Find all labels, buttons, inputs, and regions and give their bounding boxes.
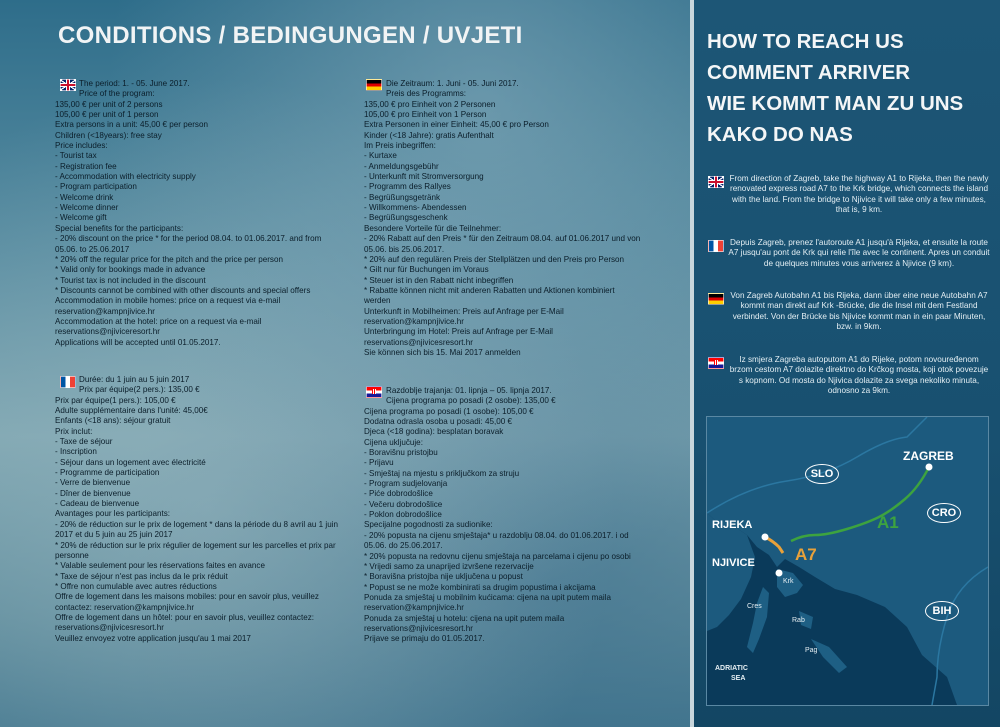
pag-label: Pag: [805, 647, 818, 654]
cro-badge: CRO: [927, 503, 961, 523]
route-map: [706, 416, 989, 706]
bih-badge: BIH: [925, 601, 959, 621]
rijeka-dot: [762, 534, 769, 541]
email-link[interactable]: reservations@njivicesresort.hr: [364, 337, 473, 347]
cres-label: Cres: [747, 603, 762, 610]
directions-panel: HOW TO REACH US COMMENT ARRIVER WIE KOMMT MAN ZU UNS KAKO DO NAS From direction of Zagreb, take the highway A1 to Rijeka, then the newly renovated express road A7 to the Krk bridge, which connects the island with the land. From the bridge to Njivice it will take only a few minutes, that is, 9 km. Depuis Zagreb, prenez l'autoroute A1 jusqu'à Rijeka, et ensuite la route A7 jusqu'au pont de Krk qui relie l'île avec le continent. Apres un conduit de quelques minutes vous arriverez à Njivice (9 km). Von Zagreb Autobahn A1 bis Rijeka, dann über eine neue Autobahn A7 kommt man direkt auf Krk -Brücke, die die Insel mit dem Festland verbindet. Von der Brücke bis Njivice kommt man in ein paar Minuten, bzw. in 9km. Iz smjera Zagreba autoputom A1 do Rijeke, potom novouređenom brzom cestom A7 dolazite direktno do Krčkog mosta, koji otok povezuje s kopnom. Od mosta do Njivica dolazite za svega nekoliko minuta, odnosno za 9km. ZAGREB RIJEKA NJIVICE A1 A7 SLO CRO BIH Krk Cres Rab Pag ADRIATIC SEA: [694, 0, 1000, 727]
rijeka-label: RIJEKA: [712, 519, 753, 531]
sea-label-1: ADRIATIC: [715, 665, 748, 672]
hr-flag-icon: [708, 357, 724, 369]
conditions-croatian: Razdoblje trajanja: 01. lipnja – 05. lipnja 2017. Cijena programa po posadi (2 osobe): 135,00 € Cijena programa po posadi (1 osobe): 105,00 € Dodatna odrasla osoba u posadi: 45,00 € Djeca (<18 godina): besplatan boravak Cijena uključuje: - Boravišnu pristojbu - Prijavu - Smještaj na mjestu s priključkom za struju - Program sudjelovanja - Piće dobrodošlice - Večeru dobrodošlice - Poklon dobrodošlice Specijalne pogodnosti za sudionike: - 20% popusta na cijenu smještaja* u razdoblju 08.04. do 01.06.2017. i od 05.06. do 25.06.2017. * 20% popusta na redovnu cijenu smještaja na parcelama i cijenu po osobi * Vrijedi samo za unaprijed izvršene rezervacije * Boravišna pristojba nije uključena u popust * Popust se ne može kombinirati sa drugim popustima i akcijama Ponuda za smještaj u mobilnim kućicama: cijena na upit putem maila reservation@kampnjivice.hr Ponuda za smještaj u hotelu: cijena na upit putem maila reservations@njivicesresort.hr Prijave se primaju do 01.05.2017.: [364, 386, 664, 645]
directions-title: HOW TO REACH US COMMENT ARRIVER WIE KOMMT MAN ZU UNS KAKO DO NAS: [707, 30, 964, 146]
a7-label: A7: [795, 545, 817, 564]
zagreb-label: ZAGREB: [903, 449, 954, 463]
email-link[interactable]: reservations@njivicesresort.hr: [55, 623, 164, 633]
de-flag-icon: [708, 293, 724, 305]
conditions-german: Die Zeitraum: 1. Juni - 05. Juni 2017. Preis des Programms: 135,00 € pro Einheit von 2 Personen 105,00 € pro Einheit von 1 Person Extra Personen in einer Einheit: 45,00 € pro Person Kinder (<18 Jahre): gratis Aufenthalt Im Preis inbegriffen: - Kurtaxe - Anmeldungsgebühr - Unterkunft mit Stromversorgung - Programm des Rallyes - Begrüßungsgetränk - Willkommens- Abendessen - Begrüßungsgeschenk Besondere Vorteile für die Teilnehmer: - 20% Rabatt auf den Preis * für den Zeitraum 08.04. auf 01.06.2017 und von 05.06. bis 25.06.2017. * 20% auf den regulären Preis der Stellplätzen und den Preis pro Person * Gilt nur für Buchungen im Voraus * Steuer ist in den Rabatt nicht inbegriffen * Rabatte können nicht mit anderen Rabatten und Aktionen kombiniert werden Unterkunft in Mobilheimen: Preis auf Anfrage per E-Mail reservation@kampnjivice.hr Unterbringung im Hotel: Preis auf Anfrage per E-Mail reservations@njivicesresort.hr Sie können sich bis 15. Mai 2017 anmelden: [364, 79, 664, 358]
email-link[interactable]: reservations@njiviceresort.hr: [55, 327, 160, 337]
uk-flag-icon: [708, 176, 724, 188]
email-link[interactable]: reservation@kampnjivice.hr: [364, 603, 464, 613]
email-link[interactable]: reservation@kampnjivice.hr: [55, 306, 155, 316]
conditions-english: The period: 1. - 05. June 2017. Price of the program: 135,00 € per unit of 2 persons 105,00 € per unit of 1 person Extra persons in a unit: 45,00 € per person Children (<18years): free stay Price includes: - Tourist tax - Registration fee - Accommodation with electricity supply - Program participation - Welcome drink - Welcome dinner - Welcome gift Special benefits for the participants: - 20% discount on the price * for the period 08.04. to 01.06.2017. and from 05.06. to 25.06.2017 * 20% off the regular price for the pitch and the price per person * Valid only for bookings made in advance * Tourist tax is not included in the discount * Discounts cannot be combined with other discounts and special offers Accommodation in mobile homes: price on a request via e-mail reservation@kampnjivice.hr Accommodation at the hotel: price on a request via e-mail reservations@njiviceresort.hr Applications will be accepted until 01.05.2017.: [55, 79, 355, 348]
conditions-title: CONDITIONS / BEDINGUNGEN / UVJETI: [58, 22, 523, 49]
zagreb-dot: [926, 464, 933, 471]
conditions-french: Durée: du 1 juin au 5 juin 2017 Prix par équipe(2 pers.): 135,00 € Prix par équipe(1 pers.): 105,00 € Adulte supplémentaire dans l'unité: 45,00€ Enfants (<18 ans): séjour gratuit Prix inclut: - Taxe de séjour - Inscription - Séjour dans un logement avec électricité - Programme de participation - Verre de bienvenue - Dîner de bienvenue - Cadeau de bienvenue Avantages pour les participants: - 20% de réduction sur le prix de logement * dans la période du 8 avril au 1 juin 2017 et du 5 juin au 25 juin 2017 * 20% de réduction sur le prix régulier de logement sur les parcelles et prix par personne * Valable seulement pour les réservations faites en avance * Taxe de séjour n'est pas inclus da le prix réduit * Offre non cumulable avec autres réductions Offre de logement dans les maisons mobiles: pour en savoir plus, veuillez contactez: reservation@kampnjivice.hr Offre de logement dans un hôtel: pour en savoir plus, veuillez contactez: reservations@njivicesresort.hr Veuillez envoyez votre application jusqu'au 1 mai 2017: [55, 375, 355, 644]
rab-label: Rab: [792, 617, 805, 624]
slo-badge: SLO: [805, 464, 839, 484]
njivice-dot: [776, 570, 783, 577]
njivice-label: NJIVICE: [712, 557, 755, 569]
sea-label-2: SEA: [731, 675, 746, 682]
krk-label: Krk: [783, 578, 794, 585]
a1-label: A1: [877, 513, 899, 532]
email-link[interactable]: reservations@njivicesresort.hr: [364, 623, 473, 633]
email-link[interactable]: reservation@kampnjivice.hr: [364, 316, 464, 326]
fr-flag-icon: [708, 240, 724, 252]
